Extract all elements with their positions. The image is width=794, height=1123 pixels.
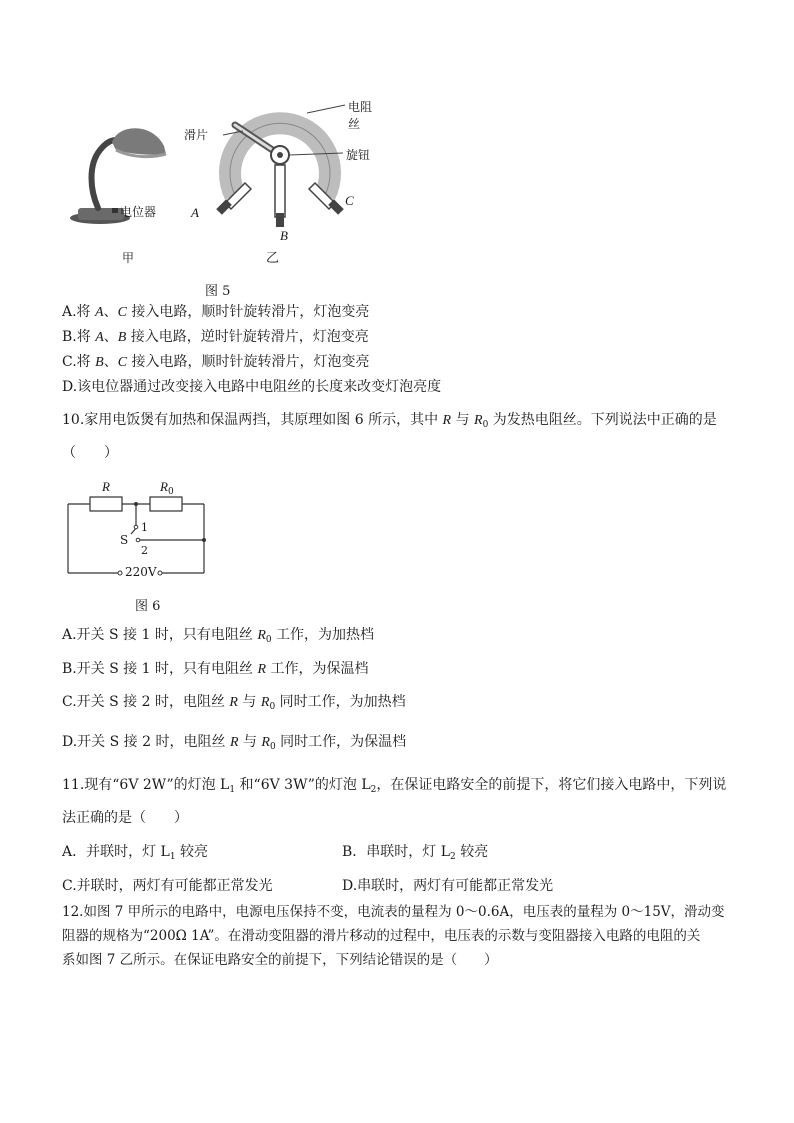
label-terminal-c: C <box>345 193 354 208</box>
q12-line2: 阻器的规格为“200Ω 1A”。在滑动变阻器的滑片移动的过程中，电压表的示数与变阻器接入电路的电阻的关 <box>62 928 701 944</box>
q10-option-c: C.开关 S 接 2 时，电阻丝 R 与 $R_0$ 同时工作，为加热档 <box>62 694 406 712</box>
q10-option-d: D.开关 S 接 2 时，电阻丝 R 与 $R_0$ 同时工作，为保温档 <box>62 734 407 752</box>
q9-option-c: C.将 B、C 接入电路，顺时针旋转滑片，灯泡变亮 <box>62 354 370 370</box>
q10-option-a: A.开关 S 接 1 时，只有电阻丝 $R_0$ 工作，为加热档 <box>62 627 375 645</box>
label-terminal-a: A <box>191 205 199 220</box>
label-potentiometer: 电位器 <box>120 205 157 219</box>
label-terminal-b: B <box>280 228 288 243</box>
q12-line1: 12.如图 7 甲所示的电路中，电源电压保持不变，电流表的量程为 0～0.6A，电压表的量程为 0～15V，滑动变 <box>62 904 725 920</box>
label-resistance-wire: 电阻丝 <box>348 100 373 131</box>
q9-option-b: B.将 A、B 接入电路，逆时针旋转滑片，灯泡变亮 <box>62 329 369 345</box>
fig6-label-r: R <box>102 479 110 494</box>
q10-stem: 10.家用电饭煲有加热和保温两挡，其原理如图 6 所示，其中 R 与 $R_0$ 为发热电阻丝。下列说法中正确的是 <box>62 412 717 430</box>
figure-5 <box>60 95 380 270</box>
q11-option-c: C.并联时，两灯有可能都正常发光 <box>62 878 273 894</box>
fig6-label-1: 1 <box>141 521 148 534</box>
label-slider: 滑片 <box>184 128 209 142</box>
q11-option-a: A．并联时，灯 $L_1$ 较亮 <box>62 844 209 862</box>
q11-stem-line1: 11.现有“6V 2W”的灯泡 $L_1$ 和“6V 3W”的灯泡 $L_2$，在保证电路安全的前提下，将它们接入电路中，下列说 <box>62 777 727 795</box>
q11-option-d: D.串联时，两灯有可能都正常发光 <box>342 878 554 894</box>
q9-option-a: A.将 A、C 接入电路，顺时针旋转滑片，灯泡变亮 <box>62 304 370 320</box>
q10-option-b: B.开关 S 接 1 时，只有电阻丝 R 工作，为保温档 <box>62 661 369 677</box>
fig6-label-s: S <box>120 533 129 547</box>
figure-5-caption: 图 5 <box>205 284 231 299</box>
label-knob: 旋钮 <box>346 148 371 162</box>
figure-6-caption: 图 6 <box>135 599 161 614</box>
q10-paren: （ ） <box>62 445 118 461</box>
q11-stem-line2: 法正确的是（ ） <box>62 810 188 826</box>
fig6-label-2: 2 <box>141 544 148 557</box>
q9-option-d: D.该电位器通过改变接入电路中电阻丝的长度来改变灯泡亮度 <box>62 379 442 395</box>
q12-line3: 系如图 7 乙所示。在保证电路安全的前提下，下列结论错误的是（ ） <box>62 952 498 968</box>
label-sub-yi: 乙 <box>266 251 280 266</box>
fig6-label-r0: $R_0$ <box>160 479 174 497</box>
q11-option-b: B．串联时，灯 $L_2$ 较亮 <box>342 844 489 862</box>
fig6-label-220v: 220V <box>125 565 157 579</box>
label-sub-jia: 甲 <box>122 251 135 265</box>
